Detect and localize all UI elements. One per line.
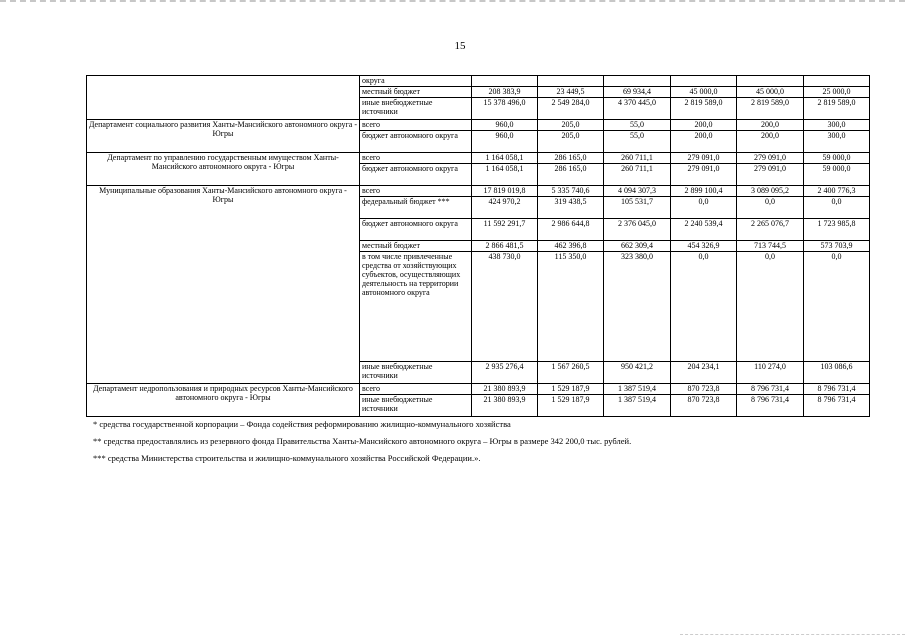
amount-cell: 662 309,4 [604, 241, 671, 252]
department-cell: Департамент по управлению государственным имуществом Ханты-Мансийского автономного округа - Югры [87, 153, 360, 186]
amount-cell: 323 380,0 [604, 252, 671, 362]
department-cell: Департамент недропользования и природных ресурсов Ханты-Мансийского автономного округа - Югры [87, 384, 360, 417]
amount-cell: 4 370 445,0 [604, 98, 671, 120]
amount-cell: 2 819 589,0 [737, 98, 804, 120]
scan-edge-top [0, 0, 905, 18]
amount-cell: 55,0 [604, 131, 671, 153]
amount-cell: 870 723,8 [671, 384, 737, 395]
amount-cell: 462 396,8 [538, 241, 604, 252]
amount-cell: 300,0 [804, 120, 870, 131]
budget-table [86, 75, 870, 417]
department-cell [87, 76, 360, 120]
footnote-1: * средства государственной корпорации – Фонда содействия реформированию жилищно-коммунального хозяйства [93, 419, 511, 429]
amount-cell: 105 531,7 [604, 197, 671, 219]
amount-cell: 0,0 [804, 252, 870, 362]
department-cell: Департамент социального развития Ханты-Мансийского автономного округа - Югры [87, 120, 360, 153]
amount-cell: 2 986 644,8 [538, 219, 604, 241]
funding-source-cell: местный бюджет [360, 87, 472, 98]
funding-source-cell: иные внебюджетные источники [360, 395, 472, 417]
amount-cell: 2 819 589,0 [804, 98, 870, 120]
table-row [87, 186, 870, 197]
amount-cell: 279 091,0 [737, 153, 804, 164]
amount-cell: 200,0 [671, 120, 737, 131]
amount-cell: 205,0 [538, 120, 604, 131]
amount-cell: 279 091,0 [737, 164, 804, 186]
amount-cell [538, 76, 604, 87]
amount-cell: 1 529 187,9 [538, 384, 604, 395]
funding-source-cell: всего [360, 384, 472, 395]
amount-cell: 2 935 276,4 [472, 362, 538, 384]
amount-cell [737, 76, 804, 87]
amount-cell: 5 335 740,6 [538, 186, 604, 197]
amount-cell: 8 796 731,4 [804, 395, 870, 417]
table-row [87, 120, 870, 131]
amount-cell: 279 091,0 [671, 153, 737, 164]
amount-cell: 45 000,0 [671, 87, 737, 98]
amount-cell: 260 711,1 [604, 153, 671, 164]
amount-cell: 0,0 [671, 197, 737, 219]
amount-cell: 25 000,0 [804, 87, 870, 98]
amount-cell: 2 240 539,4 [671, 219, 737, 241]
amount-cell: 15 378 496,0 [472, 98, 538, 120]
amount-cell: 1 387 519,4 [604, 395, 671, 417]
amount-cell: 115 350,0 [538, 252, 604, 362]
amount-cell: 2 866 481,5 [472, 241, 538, 252]
funding-source-cell: иные внебюджетные источники [360, 98, 472, 120]
amount-cell: 1 723 985,8 [804, 219, 870, 241]
amount-cell: 8 796 731,4 [737, 384, 804, 395]
funding-source-cell: бюджет автономного округа [360, 131, 472, 153]
funding-source-cell: иные внебюджетные источники [360, 362, 472, 384]
amount-cell: 2 899 100,4 [671, 186, 737, 197]
amount-cell: 21 380 893,9 [472, 384, 538, 395]
amount-cell: 8 796 731,4 [804, 384, 870, 395]
amount-cell: 438 730,0 [472, 252, 538, 362]
scan-edge-bottom [680, 634, 905, 636]
funding-source-cell: всего [360, 120, 472, 131]
footnotes [93, 419, 853, 470]
amount-cell: 69 934,4 [604, 87, 671, 98]
amount-cell: 205,0 [538, 131, 604, 153]
funding-source-cell: местный бюджет [360, 241, 472, 252]
amount-cell: 3 089 095,2 [737, 186, 804, 197]
funding-source-cell: федеральный бюджет *** [360, 197, 472, 219]
amount-cell: 17 819 019,8 [472, 186, 538, 197]
amount-cell: 286 165,0 [538, 164, 604, 186]
amount-cell: 2 400 776,3 [804, 186, 870, 197]
amount-cell: 1 529 187,9 [538, 395, 604, 417]
amount-cell: 23 449,5 [538, 87, 604, 98]
amount-cell [472, 76, 538, 87]
amount-cell: 55,0 [604, 120, 671, 131]
amount-cell: 1 567 260,5 [538, 362, 604, 384]
amount-cell: 4 094 307,3 [604, 186, 671, 197]
amount-cell: 11 592 291,7 [472, 219, 538, 241]
amount-cell: 1 164 058,1 [472, 153, 538, 164]
amount-cell: 1 164 058,1 [472, 164, 538, 186]
amount-cell: 45 000,0 [737, 87, 804, 98]
amount-cell: 2 265 076,7 [737, 219, 804, 241]
amount-cell: 200,0 [737, 120, 804, 131]
amount-cell: 2 549 284,0 [538, 98, 604, 120]
amount-cell: 573 703,9 [804, 241, 870, 252]
amount-cell: 2 819 589,0 [671, 98, 737, 120]
table-row [87, 384, 870, 395]
amount-cell [804, 76, 870, 87]
amount-cell: 103 086,6 [804, 362, 870, 384]
funding-source-cell: всего [360, 153, 472, 164]
amount-cell: 1 387 519,4 [604, 384, 671, 395]
amount-cell: 110 274,0 [737, 362, 804, 384]
amount-cell: 454 326,9 [671, 241, 737, 252]
amount-cell: 0,0 [737, 252, 804, 362]
table-row [87, 153, 870, 164]
amount-cell: 260 711,1 [604, 164, 671, 186]
amount-cell: 59 000,0 [804, 164, 870, 186]
amount-cell: 424 970,2 [472, 197, 538, 219]
amount-cell: 200,0 [671, 131, 737, 153]
amount-cell: 8 796 731,4 [737, 395, 804, 417]
footnote-3: *** средства Министерства строительства и жилищно-коммунального хозяйства Российской Федерации.». [93, 453, 481, 463]
amount-cell: 319 438,5 [538, 197, 604, 219]
funding-source-cell: бюджет автономного округа [360, 164, 472, 186]
table-row [87, 76, 870, 87]
footnote-2: ** средства предоставлялись из резервного фонда Правительства Ханты-Мансийского автономного округа – Югры в размере 342 200,0 тыс. рублей. [93, 436, 632, 446]
funding-source-cell: округа [360, 76, 472, 87]
amount-cell: 300,0 [804, 131, 870, 153]
amount-cell: 960,0 [472, 120, 538, 131]
funding-source-cell: бюджет автономного округа [360, 219, 472, 241]
amount-cell: 713 744,5 [737, 241, 804, 252]
amount-cell: 59 000,0 [804, 153, 870, 164]
amount-cell: 286 165,0 [538, 153, 604, 164]
amount-cell: 279 091,0 [671, 164, 737, 186]
department-cell: Муниципальные образования Ханты-Мансийского автономного округа - Югры [87, 186, 360, 384]
funding-source-cell: всего [360, 186, 472, 197]
amount-cell: 0,0 [804, 197, 870, 219]
amount-cell: 200,0 [737, 131, 804, 153]
amount-cell: 960,0 [472, 131, 538, 153]
amount-cell [604, 76, 671, 87]
amount-cell [671, 76, 737, 87]
amount-cell: 950 421,2 [604, 362, 671, 384]
amount-cell: 208 383,9 [472, 87, 538, 98]
amount-cell: 870 723,8 [671, 395, 737, 417]
amount-cell: 2 376 045,0 [604, 219, 671, 241]
amount-cell: 21 380 893,9 [472, 395, 538, 417]
page-number: 15 [454, 40, 466, 52]
amount-cell: 0,0 [737, 197, 804, 219]
amount-cell: 204 234,1 [671, 362, 737, 384]
funding-source-cell: в том числе привлеченные средства от хозяйствующих субъектов, осуществляющих деятельность на территории автономного округа [360, 252, 472, 362]
amount-cell: 0,0 [671, 252, 737, 362]
